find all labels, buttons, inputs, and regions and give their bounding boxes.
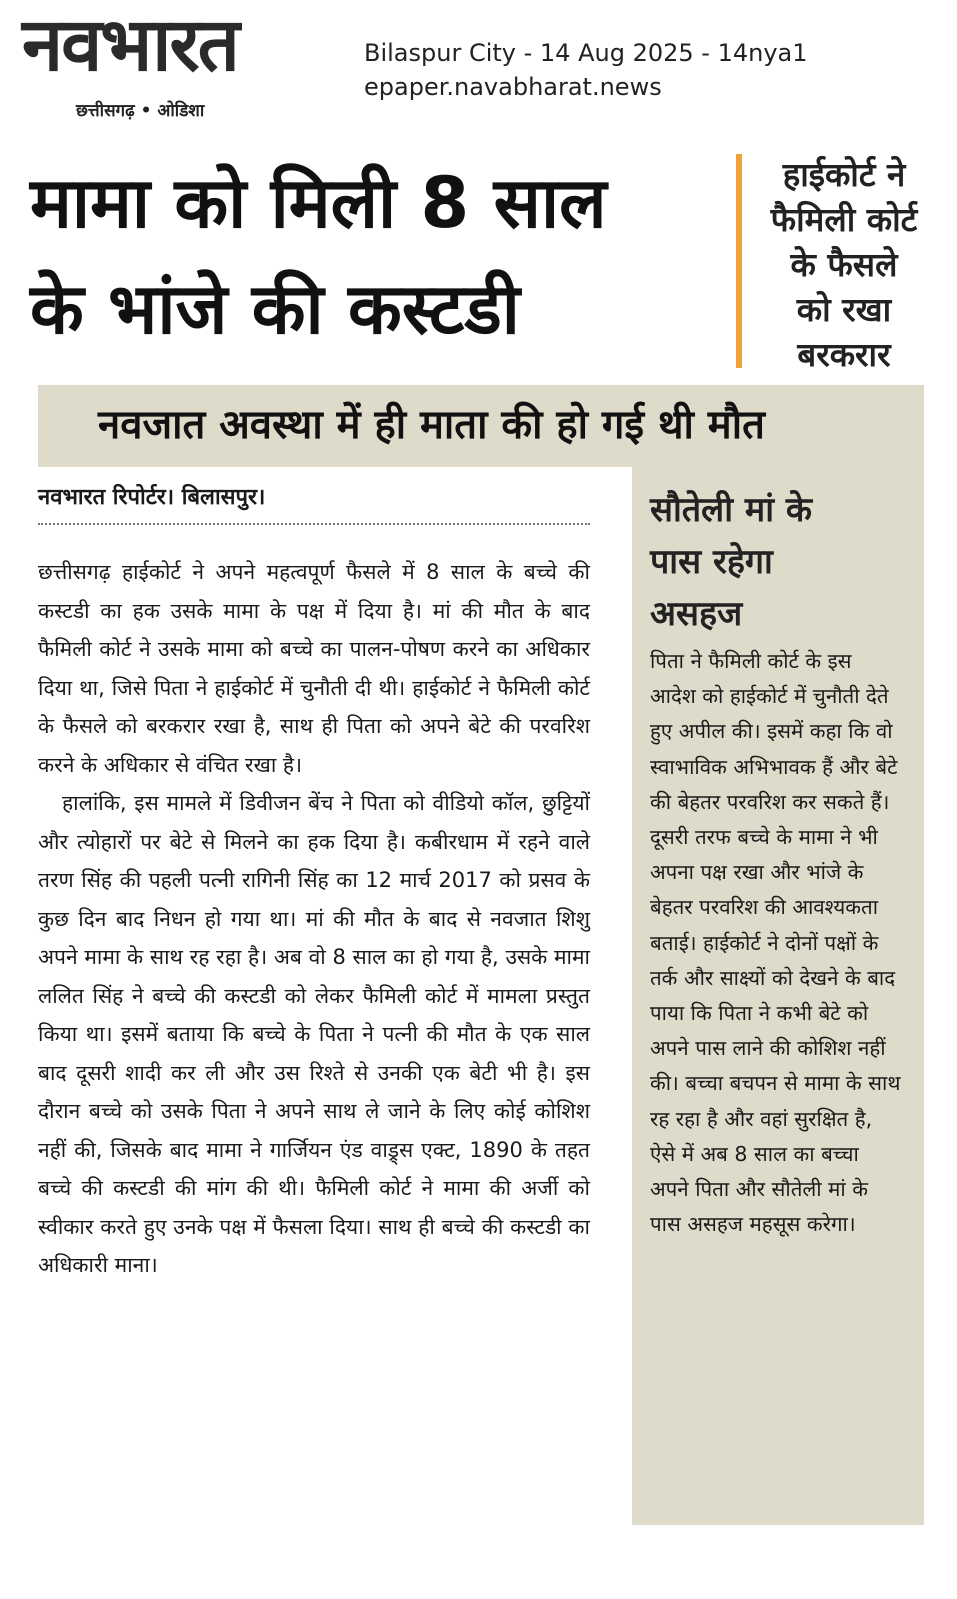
- headline-line-1: मामा को मिली 8 साल: [30, 162, 607, 244]
- masthead: [14, 2, 934, 124]
- headline: [30, 150, 730, 362]
- sidebar-heading-line: असहज: [650, 594, 743, 634]
- side-deck: [752, 152, 936, 377]
- headline-line-2: के भांजे की कस्टडी: [30, 268, 520, 350]
- accent-divider: [736, 154, 742, 368]
- byline: नवभारत रिपोर्टर। बिलासपुर।: [38, 485, 266, 510]
- side-deck-line: को रखा: [796, 290, 892, 329]
- side-deck-line: बरकरार: [797, 335, 891, 374]
- article-paragraph: हालांकि, इस मामले में डिवीजन बेंच ने पिता को वीडियो कॉल, छुट्टियों और त्योहारों पर बेटे से मिलने का हक दिया है। कबीरधाम में रहने वाले तरण सिंह की पहली पत्नी रागिनी सिंह का 12 मार्च 2017 को प्रसव के कुछ दिन बाद निधन हो गया था। मां की मौत के बाद से नवजात शिशु अपने मामा के साथ रह रहा है। अब वो 8 साल का हो गया है, उसके मामा ललित सिंह ने बच्चे की कस्टडी को लेकर फैमिली कोर्ट में मामला प्रस्तुत किया था। इसमें बताया कि बच्चे के पिता ने पत्नी की मौत के एक साल बाद दूसरी शादी कर ली और उस रिश्ते से उनकी एक बेटी भी है। इस दौरान बच्चे को उसके पिता ने अपने साथ ले जाने के लिए कोई कोशिश नहीं की, जिसके बाद मामा ने गार्जियन एंड वाड्र्स एक्ट, 1890 के तहत बच्चे की कस्टडी की मांग की थी। फैमिली कोर्ट ने मामा की अर्जी को स्वीकार करते हुए उनके पक्ष में फैसला दिया। साथ ही बच्चे की कस्टडी का अधिकारी माना।: [38, 791, 590, 1277]
- side-deck-line: हाईकोर्ट ने: [782, 155, 906, 194]
- strap-banner: [38, 385, 924, 467]
- sidebar-heading: [650, 484, 910, 640]
- side-deck-line: फैमिली कोर्ट: [770, 200, 918, 239]
- article-body: [38, 553, 590, 1285]
- strap-headline: नवजात अवस्था में ही माता की हो गई थी मौत: [98, 402, 765, 448]
- sidebar-heading-line: सौतेली मां के: [650, 490, 812, 530]
- newspaper-logo: [14, 2, 340, 124]
- edition-info: [364, 36, 808, 104]
- sidebar-text: पिता ने फैमिली कोर्ट के इस आदेश को हाईकोर्ट में चुनौती देते हुए अपील की। इसमें कहा कि वो स्वाभाविक अभिभावक हैं और बेटे की बेहतर परवरिश कर सकते हैं। दूसरी तरफ बच्चे के मामा ने भी अपना पक्ष रखा और भांजे के बेहतर परवरिश की आवश्यकता बताई। हाईकोर्ट ने दोनों पक्षों के तर्क और साक्ष्यों को देखने के बाद पाया कि पिता ने कभी बेटे को अपने पास लाने की कोशिश नहीं की। बच्चा बचपन से मामा के साथ रह रहा है और वहां सुरक्षित है, ऐसे में अब 8 साल का बच्चा अपने पिता और सौतेली मां के पास असहज महसूस करेगा।: [650, 649, 901, 1237]
- logo-wordmark: नवभारत: [22, 2, 238, 88]
- sidebar-heading-line: पास रहेगा: [650, 542, 773, 582]
- article-paragraph: छत्तीसगढ़ हाईकोर्ट ने अपने महत्वपूर्ण फैसले में 8 साल के बच्चे की कस्टडी का हक उसके मामा के पक्ष में दिया है। मां की मौत के बाद फैमिली कोर्ट ने उसके मामा को बच्चे का पालन-पोषण करने का अधिकार दिया था, जिसे पिता ने हाईकोर्ट में चुनौती दी थी। हाईकोर्ट ने फैमिली कोर्ट के फैसले को बरकरार रखा है, साथ ही पिता को अपने बेटे की परवरिश करने के अधिकार से वंचित रखा है।: [38, 560, 590, 777]
- epaper-url: epaper.navabharat.news: [364, 73, 662, 101]
- logo-regions: छत्तीसगढ़ • ओडिशा: [76, 101, 205, 121]
- side-deck-line: के फैसले: [790, 245, 898, 284]
- dotted-divider: [38, 523, 590, 525]
- edition-line: Bilaspur City - 14 Aug 2025 - 14nya1: [364, 39, 808, 67]
